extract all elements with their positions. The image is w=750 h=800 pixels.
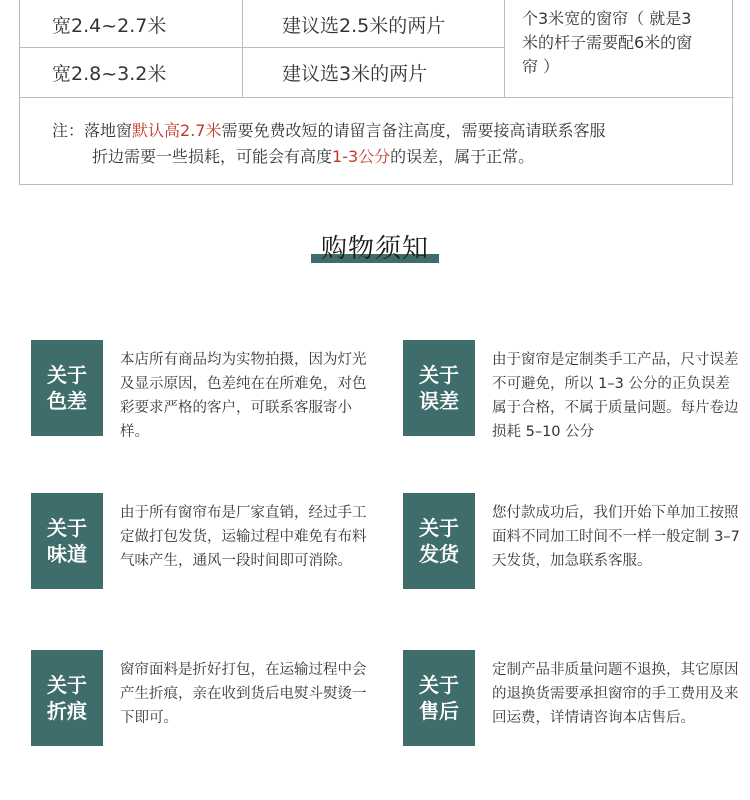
- badge-text-bottom: 味道: [47, 542, 87, 566]
- note-text: 需要免费改短的请留言备注高度，需要接高请联系客服: [221, 121, 606, 140]
- badge-text-bottom: 售后: [419, 699, 459, 723]
- table-cell-advice: 建议选3米的两片: [282, 63, 428, 85]
- table-note: [20, 98, 734, 186]
- badge-text-top: 关于: [419, 363, 459, 387]
- card-badge: [403, 493, 475, 589]
- badge-text-bottom: 误差: [419, 389, 459, 413]
- card-badge: [31, 650, 103, 746]
- card-description: 本店所有商品均为实物拍摄，因为灯光及显示原因，色差纯在在所难免，对色彩要求严格的客户，可联系客服寄小样。: [120, 352, 367, 440]
- badge-text-bottom: 色差: [47, 389, 87, 413]
- note-highlight: 默认高2.7米: [132, 121, 222, 140]
- info-card-creases: [31, 650, 371, 748]
- card-description: 定制产品非质量问题不退换，其它原因的退换货需要承担窗帘的手工费用及来回运费，详情请咨询本店售后。: [492, 662, 739, 726]
- note-text: 的误差，属于正常。: [390, 147, 535, 166]
- table-cell-width: 宽2.4~2.7米: [52, 14, 167, 37]
- side-note-line: 个3米宽的窗帘（ 就是3: [522, 9, 692, 28]
- badge-text-top: 关于: [47, 363, 87, 387]
- badge-text-bottom: 折痕: [47, 699, 87, 723]
- badge-text-top: 关于: [47, 516, 87, 540]
- badge-text-top: 关于: [419, 673, 459, 697]
- badge-text-top: 关于: [47, 673, 87, 697]
- section-title-text: 购物须知: [320, 234, 429, 264]
- badge-text-bottom: 发货: [419, 542, 459, 566]
- note-line-2: [52, 144, 734, 170]
- section-title: [0, 228, 750, 265]
- info-card-shipping: [403, 493, 743, 591]
- table-side-note: [504, 7, 734, 79]
- card-description: 您付款成功后，我们开始下单加工按照面料不同加工时间不一样一般定制 3–7 天发货，加急联系客服。: [492, 505, 740, 569]
- note-text: 折边需要一些损耗，可能会有高度: [92, 147, 333, 166]
- card-description: 由于窗帘是定制类手工产品，尺寸误差不可避免，所以 1–3 公分的正负误差属于合格，不属于质量问题。每片卷边损耗 5–10 公分: [492, 352, 739, 440]
- info-card-smell: [31, 493, 371, 591]
- card-badge: [31, 340, 103, 436]
- info-card-color: [31, 340, 371, 438]
- card-badge: [31, 493, 103, 589]
- note-text: 注：落地窗: [52, 121, 133, 140]
- card-badge: [403, 340, 475, 436]
- side-note-line: 米的杆子需要配6米的窗: [522, 33, 693, 52]
- table-cell-width: 宽2.8~3.2米: [52, 63, 167, 85]
- table-cell-advice: 建议选2.5米的两片: [282, 14, 446, 37]
- card-badge: [403, 650, 475, 746]
- info-card-after-sales: [403, 650, 743, 748]
- info-card-error: [403, 340, 743, 438]
- side-note-line: 帘 ）: [522, 57, 560, 76]
- card-description: 由于所有窗帘布是厂家直销，经过手工定做打包发货，运输过程中难免有布料气味产生，通风一段时间即可消除。: [120, 505, 367, 569]
- note-highlight: 1-3公分: [332, 147, 391, 166]
- card-description: 窗帘面料是折好打包，在运输过程中会产生折痕，亲在收到货后电熨斗熨烫一下即可。: [120, 662, 367, 726]
- title-wrap: [321, 228, 429, 265]
- size-table: [19, 0, 733, 185]
- badge-text-top: 关于: [419, 516, 459, 540]
